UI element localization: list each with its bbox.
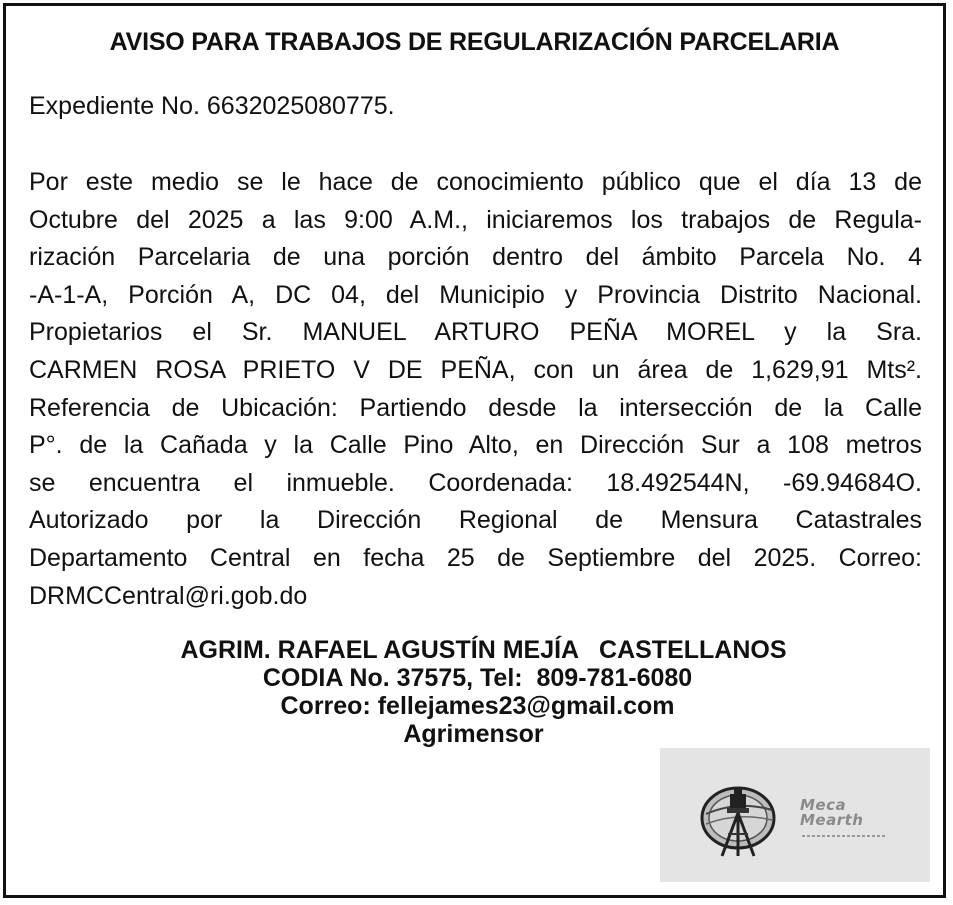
body-line: CARMEN ROSA PRIETO V DE PEÑA, con un área de 1,629,91 Mts². xyxy=(29,355,922,384)
body-line: -A-1-A, Porción A, DC 04, del Municipio y Provincia Distrito Nacional. xyxy=(29,280,922,309)
signature-block xyxy=(6,636,949,748)
body-line: Por este medio se le hace de conocimiento público que el día 13 de xyxy=(29,168,922,196)
surveyor-theodolite-logo-icon xyxy=(660,748,930,882)
body-line: rización Parcelaria de una porción dentro del ámbito Parcela No. 4 xyxy=(29,243,922,272)
logo-wordmark xyxy=(800,798,863,828)
surveyor-codia: CODIA No. 37575, Tel: 809-781-6080 xyxy=(262,664,693,692)
notice-body xyxy=(29,164,922,615)
logo-line-2: Mearth xyxy=(800,811,864,829)
body-line: Autorizado por la Dirección Regional de Mensura Catastrales xyxy=(29,506,922,535)
notice-title: AVISO PARA TRABAJOS DE REGULARIZACIÓN PARCELARIA xyxy=(109,28,840,56)
body-line: Referencia de Ubicación: Partiendo desde la intersección de la Calle xyxy=(29,393,922,422)
surveyor-name: AGRIM. RAFAEL AGUSTÍN MEJÍA CASTELLANOS xyxy=(180,636,787,664)
surveyor-role: Agrimensor xyxy=(403,720,544,748)
logo-line-1: Meca xyxy=(800,796,847,814)
notice-frame xyxy=(3,3,946,898)
body-line: Propietarios el Sr. MANUEL ARTURO PEÑA MOREL y la Sra. xyxy=(29,318,922,347)
body-line: P°. de la Cañada y la Calle Pino Alto, en Dirección Sur a 108 metros xyxy=(29,431,922,460)
surveyor-email: Correo: fellejames23@gmail.com xyxy=(280,692,675,720)
body-line: se encuentra el inmueble. Coordenada: 18.492544N, -69.94684O. xyxy=(29,468,922,497)
body-line: Octubre del 2025 a las 9:00 A.M., iniciaremos los trabajos de Regula- xyxy=(29,205,922,234)
body-line: DRMCCentral@ri.gob.do xyxy=(29,581,308,610)
expediente-number: Expediente No. 6632025080775. xyxy=(29,92,395,120)
body-line: Departamento Central en fecha 25 de Septiembre del 2025. Correo: xyxy=(29,543,922,572)
company-logo xyxy=(660,748,930,882)
